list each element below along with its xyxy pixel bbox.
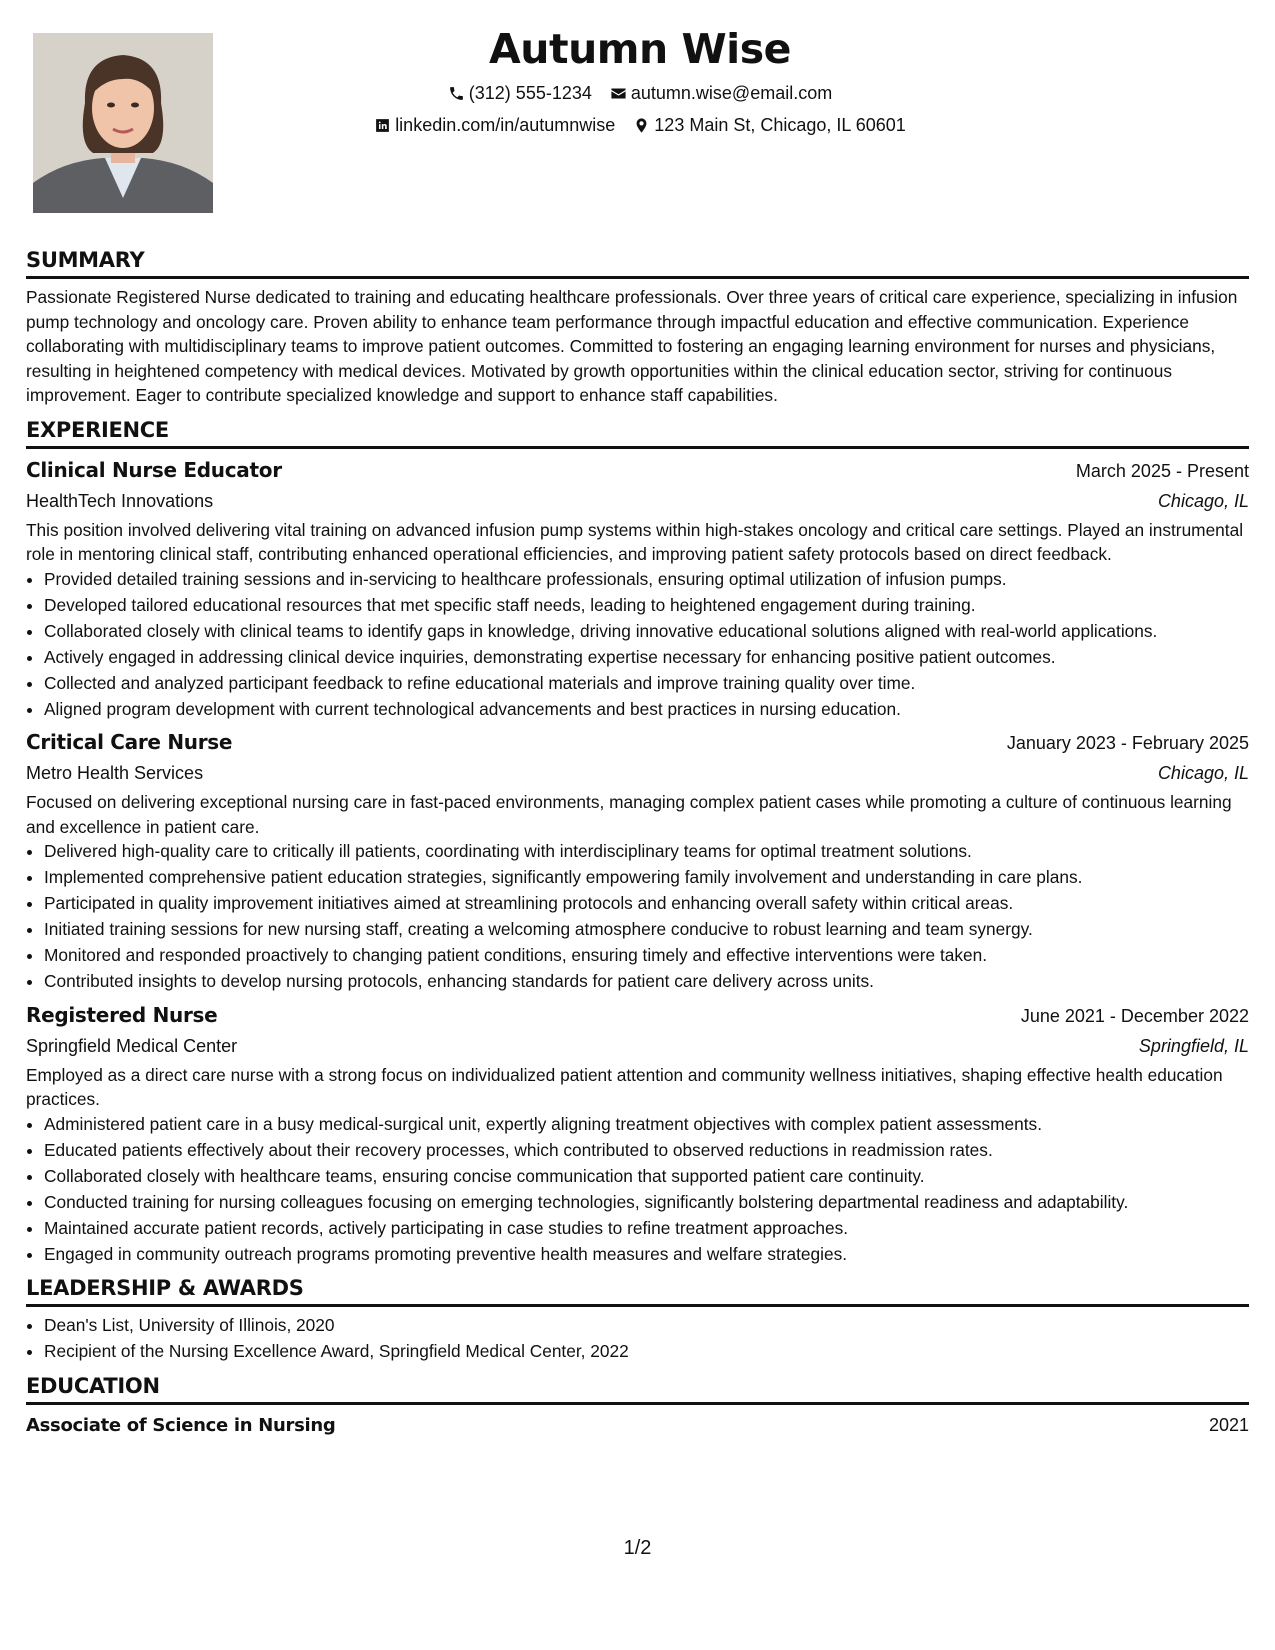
list-item: • Monitored and responded proactively to changing patient conditions, ensuring timely and effective interventions were taken. [44, 943, 1249, 968]
job-title: Clinical Nurse Educator [26, 457, 282, 482]
phone-contact [448, 82, 592, 104]
email-text[interactable]: autumn.wise@email.com [630, 83, 833, 103]
list-item: • Maintained accurate patient records, actively participating in case studies to refine treatment approaches. [44, 1216, 1249, 1241]
job-entry [26, 1000, 1249, 1267]
resume-header [240, 22, 1040, 136]
job-bullets [26, 567, 1249, 722]
section-divider [26, 1402, 1249, 1405]
linkedin-icon [374, 117, 391, 134]
section-title: EDUCATION [26, 1373, 160, 1398]
list-item: • Collected and analyzed participant feedback to refine educational materials and improve training quality over time. [44, 671, 1249, 696]
job-dates: January 2023 - February 2025 [1006, 733, 1249, 753]
job-dates: June 2021 - December 2022 [1020, 1005, 1249, 1026]
page-number: 1/2 [623, 1537, 652, 1559]
job-entry [26, 727, 1249, 994]
list-item: • Administered patient care in a busy medical-surgical unit, expertly aligning treatment objectives with complex patient assessments. [44, 1112, 1249, 1137]
resume-body [26, 246, 1249, 1448]
list-item: • Delivered high-quality care to critically ill patients, coordinating with interdisciplinary teams for optimal treatment solutions. [44, 839, 1249, 864]
job-location: Chicago, IL [1157, 490, 1249, 511]
contact-row-2 [240, 114, 1040, 136]
list-item: • Participated in quality improvement initiatives aimed at streamlining protocols and enhancing overall safety within critical areas. [44, 891, 1249, 916]
job-title: Critical Care Nurse [26, 730, 233, 754]
address-text: 123 Main St, Chicago, IL 60601 [654, 115, 906, 135]
phone-icon [448, 85, 465, 102]
section-title: LEADERSHIP & AWARDS [26, 1276, 304, 1300]
job-bullets [26, 1112, 1249, 1267]
candidate-name: Autumn Wise [489, 25, 791, 73]
section-divider [26, 446, 1249, 449]
job-location: Springfield, IL [1138, 1035, 1249, 1056]
list-item: • Contributed insights to develop nursing protocols, enhancing standards for patient care delivery across units. [44, 969, 1249, 994]
list-item: • Conducted training for nursing colleagues focusing on emerging technologies, significantly bolstering departmental readiness and adaptability. [44, 1190, 1249, 1215]
list-item: • Provided detailed training sessions and in-servicing to healthcare professionals, ensuring optimal utilization of infusion pumps. [44, 567, 1249, 592]
list-item: • Developed tailored educational resources that met specific staff needs, leading to heightened engagement during training. [44, 593, 1249, 618]
envelope-icon [610, 85, 627, 102]
list-item: • Dean's List, University of Illinois, 2020 [44, 1313, 1249, 1338]
list-item: • Collaborated closely with healthcare teams, ensuring concise communication that supported patient care continuity. [44, 1164, 1249, 1189]
profile-photo [33, 33, 213, 213]
experience-section [26, 416, 1249, 1267]
job-company: Springfield Medical Center [26, 1035, 238, 1056]
job-dates: March 2025 - Present [1075, 460, 1249, 481]
section-title: EXPERIENCE [26, 417, 169, 442]
phone-text: (312) 555-1234 [468, 83, 592, 103]
section-divider [26, 1304, 1249, 1307]
list-item: • Engaged in community outreach programs promoting preventive health measures and welfare strategies. [44, 1242, 1249, 1267]
section-title: SUMMARY [26, 248, 145, 272]
map-pin-icon [633, 117, 650, 134]
summary-text: Passionate Registered Nurse dedicated to training and educating healthcare professionals. Over three years of critical care experience, specializing in infusion pump technology and oncology care. Proven ability to enhance team performance through impactful education and effective communication. Experience collaborating with multidisciplinary teams to improve patient outcomes. Committed to fostering an engaging learning environment for nurses and physicians, resulting in heightened competency with medical devices. Motivated by growth opportunities within the clinical education sector, striving for continuous improvement. Eager to contribute specialized knowledge and support to enhance staff capabilities. [26, 287, 1238, 405]
awards-list [26, 1313, 1249, 1364]
list-item: • Implemented comprehensive patient education strategies, significantly empowering family involvement and understanding in care plans. [44, 865, 1249, 890]
leadership-section [26, 1274, 1249, 1364]
list-item: • Initiated training sessions for new nursing staff, creating a welcoming atmosphere conducive to robust learning and team synergy. [44, 917, 1249, 942]
section-divider [26, 276, 1249, 279]
summary-section [26, 246, 1249, 408]
list-item: • Aligned program development with current technological advancements and best practices in nursing education. [44, 697, 1249, 722]
job-bullets [26, 839, 1249, 994]
list-item: • Actively engaged in addressing clinical device inquiries, demonstrating expertise necessary for enhancing positive patient outcomes. [44, 645, 1249, 670]
contact-row-1 [240, 82, 1040, 104]
list-item: • Collaborated closely with clinical teams to identify gaps in knowledge, driving innovative educational solutions aligned with real-world applications. [44, 619, 1249, 644]
address-contact [633, 114, 906, 136]
education-degree: Associate of Science in Nursing [26, 1414, 336, 1436]
job-company: Metro Health Services [26, 763, 204, 783]
job-title: Registered Nurse [26, 1002, 218, 1027]
education-entry [26, 1411, 1249, 1440]
job-description: Focused on delivering exceptional nursing care in fast-paced environments, managing complex patient cases while promoting a culture of continuous learning and excellence in patient care. [26, 792, 1232, 837]
list-item: • Recipient of the Nursing Excellence Award, Springfield Medical Center, 2022 [44, 1339, 1249, 1364]
list-item: • Educated patients effectively about their recovery processes, which contributed to observed reductions in readmission rates. [44, 1138, 1249, 1163]
education-section [26, 1372, 1249, 1440]
linkedin-contact[interactable] [374, 114, 615, 136]
job-location: Chicago, IL [1157, 763, 1249, 783]
job-company: HealthTech Innovations [26, 490, 214, 511]
linkedin-text[interactable]: linkedin.com/in/autumnwise [395, 115, 616, 135]
job-description: Employed as a direct care nurse with a strong focus on individualized patient attention and community wellness initiatives, shaping effective health education practices. [26, 1064, 1223, 1109]
job-description: This position involved delivering vital training on advanced infusion pump systems within high-stakes oncology and critical care settings. Played an instrumental role in mentoring clinical staff, contributing enhanced operational efficiencies, and improving patient safety protocols based on direct feedback. [26, 519, 1244, 564]
education-year: 2021 [1208, 1414, 1249, 1435]
email-contact[interactable] [610, 82, 832, 104]
job-entry [26, 455, 1249, 722]
